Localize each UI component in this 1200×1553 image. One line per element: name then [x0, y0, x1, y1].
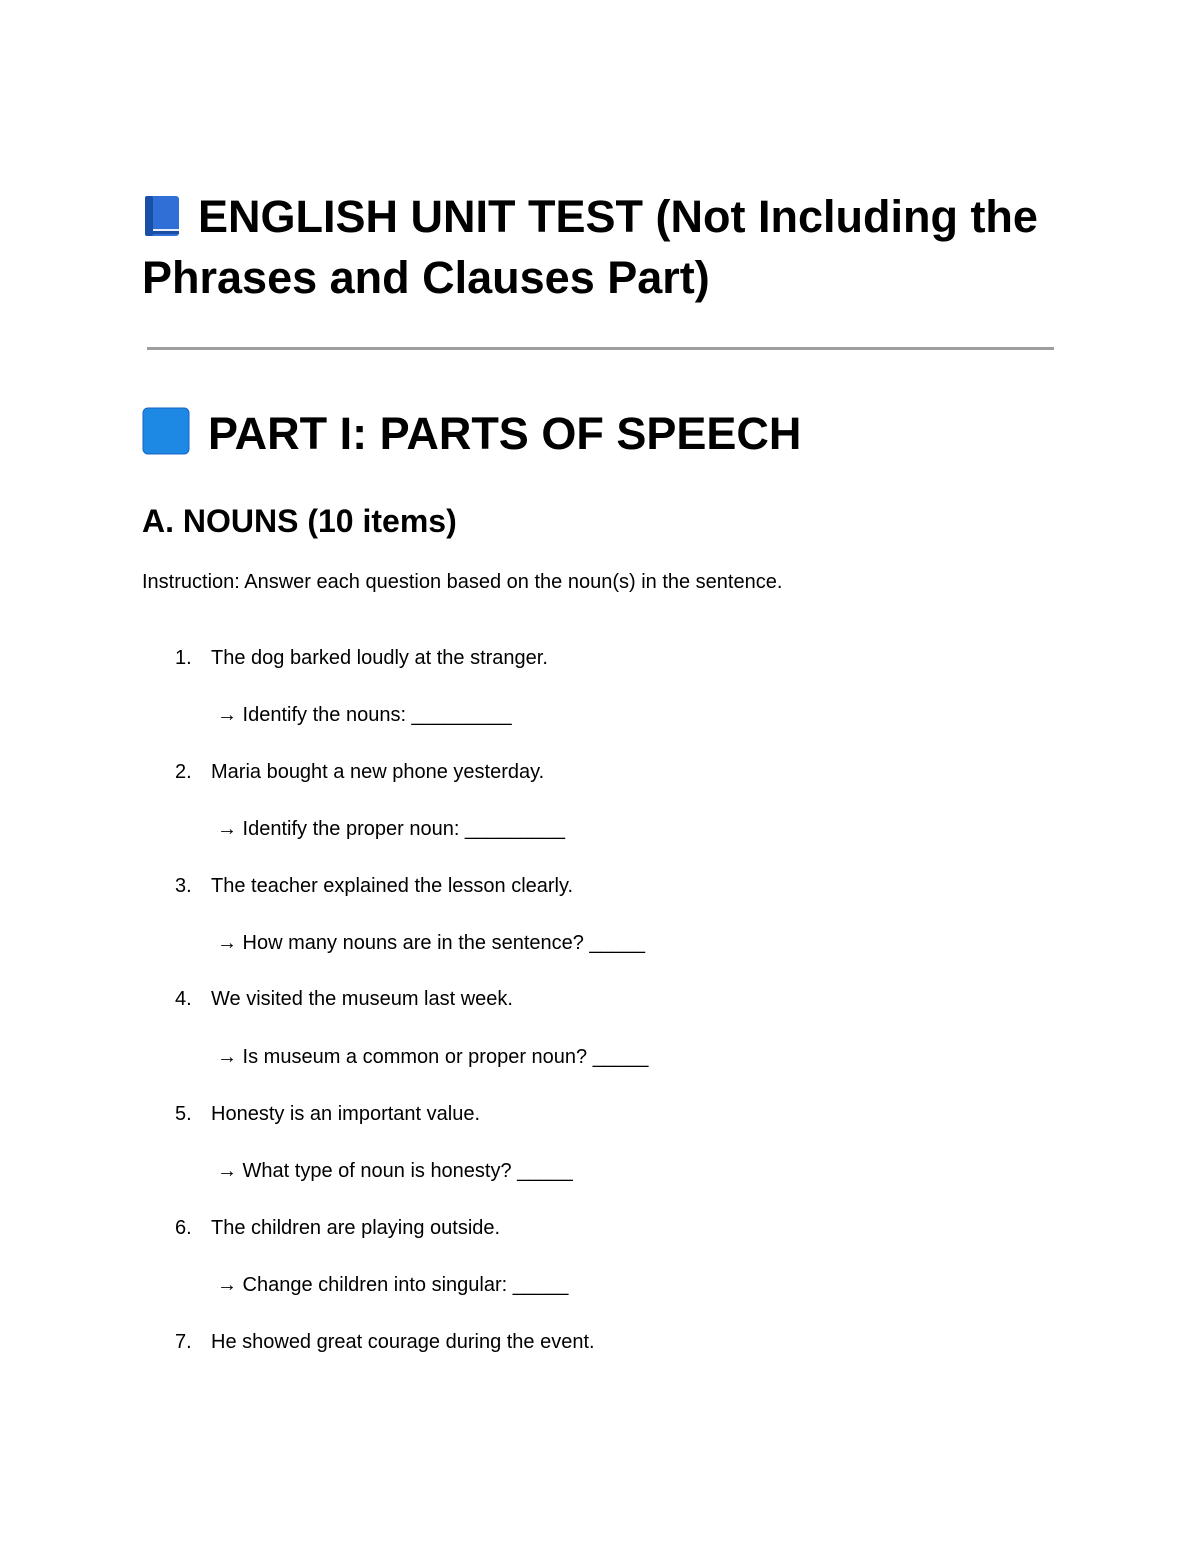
- question-sentence: We visited the museum last week.: [211, 988, 513, 1010]
- blue-book-icon: [142, 194, 182, 238]
- question-sentence: The teacher explained the lesson clearly.: [211, 875, 574, 897]
- question-number: 4.: [175, 988, 192, 1010]
- part-heading-text: PART I: PARTS OF SPEECH: [208, 408, 802, 459]
- question-sentence: He showed great courage during the event.: [211, 1331, 595, 1353]
- question-prompt: → What type of noun is honesty? _____: [217, 1160, 573, 1182]
- part-heading: [142, 406, 801, 462]
- question-number: 6.: [175, 1217, 192, 1239]
- blue-square-icon: [142, 407, 190, 455]
- horizontal-rule: [147, 347, 1054, 350]
- title-text: ENGLISH UNIT TEST (Not Including the Phrases and Clauses Part): [142, 191, 1038, 303]
- instruction-text: Instruction: Answer each question based on the noun(s) in the sentence.: [142, 571, 783, 593]
- question-number: 2.: [175, 761, 192, 783]
- question-prompt: → Identify the proper noun: _________: [217, 818, 566, 840]
- question-number: 1.: [175, 647, 192, 669]
- question-number: 3.: [175, 875, 192, 897]
- question-sentence: Maria bought a new phone yesterday.: [211, 761, 545, 783]
- question-prompt: → How many nouns are in the sentence? _____: [217, 932, 646, 954]
- question-number: 5.: [175, 1103, 192, 1125]
- question-prompt: → Is museum a common or proper noun? _____: [217, 1046, 649, 1068]
- question-prompt: → Change children into singular: _____: [217, 1274, 569, 1296]
- question-sentence: The children are playing outside.: [211, 1217, 501, 1239]
- question-sentence: Honesty is an important value.: [211, 1103, 481, 1125]
- question-sentence: The dog barked loudly at the stranger.: [211, 647, 548, 669]
- question-number: 7.: [175, 1331, 192, 1353]
- section-heading: A. NOUNS (10 items): [142, 503, 457, 539]
- document-title: [142, 186, 1072, 308]
- question-prompt: → Identify the nouns: _________: [217, 704, 512, 726]
